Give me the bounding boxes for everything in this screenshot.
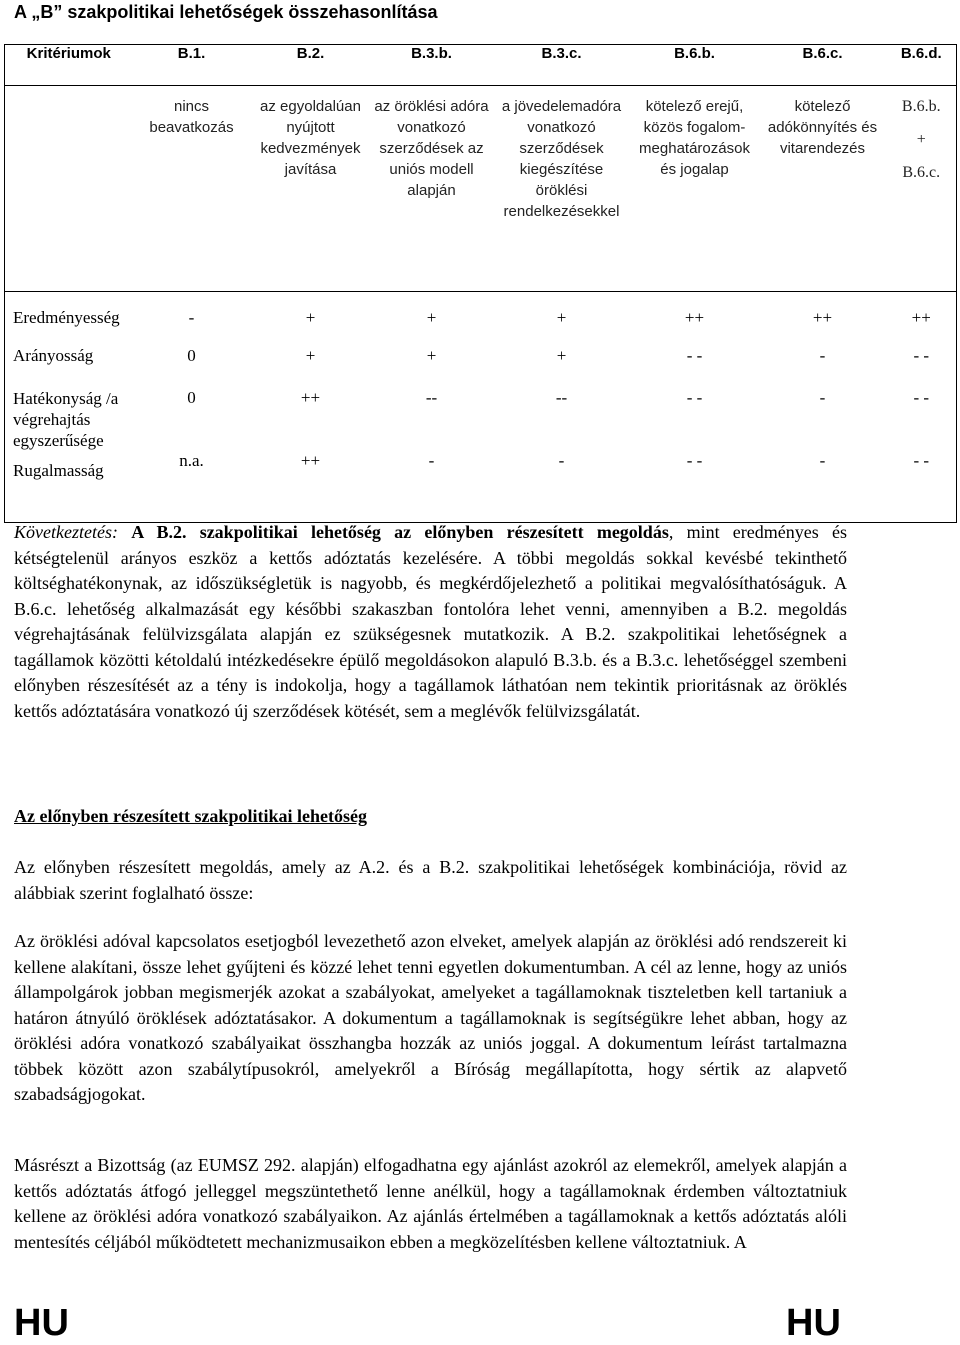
table-cell: - - xyxy=(913,450,930,470)
table-cell: ++ xyxy=(911,308,931,327)
row-label: Hatékonyság /a végrehajtás egyszerűsége xyxy=(13,388,119,450)
comparison-table xyxy=(4,44,957,523)
footer-language-code-right: HU xyxy=(786,1302,841,1344)
description-cell: a jövedelemadóra vonatkozó szerződések kiegészítése öröklési rendelkezésekkel xyxy=(501,98,622,220)
row-label: Arányosság xyxy=(13,345,94,365)
header-cell: B.6.b. xyxy=(674,45,715,62)
table-body xyxy=(5,292,957,523)
table-cell: - xyxy=(819,345,826,365)
table-cell: - xyxy=(188,308,195,327)
table-cell: ++ xyxy=(812,308,833,327)
table-cell: + xyxy=(305,345,316,365)
table-row xyxy=(5,334,957,376)
conclusion-paragraph xyxy=(14,520,847,724)
header-cell: B.6.c. xyxy=(802,45,843,62)
header-cell: B.3.c. xyxy=(541,45,582,62)
row-label: Rugalmasság xyxy=(13,460,104,480)
description-cell: nincs beavatkozás xyxy=(149,98,234,136)
table-cell: ++ xyxy=(684,308,705,327)
table-cell: - - xyxy=(686,345,703,365)
footer-language-code-left: HU xyxy=(14,1302,69,1344)
table-description-row xyxy=(5,86,957,292)
table-cell: 0 xyxy=(187,345,196,365)
table-row xyxy=(5,451,957,523)
table-cell: -- xyxy=(425,387,438,407)
table-row xyxy=(5,376,957,451)
table-cell: 0 xyxy=(187,387,196,407)
paragraph: Az előnyben részesített megoldás, amely az A.2. és a B.2. szakpolitikai lehetőségek kombinációja, rövid az alábbiak szerint foglalható össze: xyxy=(14,857,847,903)
description-cell xyxy=(5,86,133,292)
header-cell: B.3.b. xyxy=(411,45,452,62)
header-cell: Kritériumok xyxy=(26,45,111,62)
paragraph: Az öröklési adóval kapcsolatos esetjogból levezethető azon elveket, amelyek alapján az öröklési adó rendszereit ki kellene alakítani, össze lehet gyűjteni és közzé lehet tenni egyetlen dokumentumban. A cél az lenne, hogy az uniós állampolgárok jobban megismerjék azokat a szabályokat, amelyeket a tagállamoknak tiszteletben kell tartaniuk a határon átnyúló öröklések adóztatásakor. A dokumentum a tagállamoknak is segítségükre lehet abban, hogy az öröklési adóra vonatkozó szabályaikat összhangba hozzák az uniós joggal. A dokumentum leírást tartalmazna többek között azon szabálytípusokról, amelyekről a Bíróság megállapította, hogy sértik az alapvető szabadságjogokat. xyxy=(14,931,847,1104)
description-cell: kötelező adókönnyítés és vitarendezés xyxy=(767,98,878,157)
page-title: A „B” szakpolitikai lehetőségek összehasonlítása xyxy=(14,2,438,22)
description-cell: B.6.b. + B.6.c. xyxy=(901,98,941,181)
conclusion-label: Következtetés: xyxy=(14,522,118,542)
table-cell: - - xyxy=(686,387,703,407)
table-row xyxy=(5,292,957,334)
table-cell: - xyxy=(819,450,826,470)
table-cell: - xyxy=(428,450,435,470)
table-cell: + xyxy=(556,308,567,327)
description-cell: kötelező erejű, közös fogalom-meghatározások és jogalap xyxy=(639,98,750,178)
table-cell: - - xyxy=(686,450,703,470)
row-label: Eredményesség xyxy=(13,308,120,327)
table-cell: + xyxy=(426,308,437,327)
table-cell: ++ xyxy=(300,450,321,470)
section-heading: Az előnyben részesített szakpolitikai lehetőség xyxy=(14,806,367,826)
paragraph: Másrészt a Bizottság (az EUMSZ 292. alapján) elfogadhatna egy ajánlást azokról az elemekről, amelyek alapján a kettős adóztatás átfogó jelleggel megszüntethető lenne anélkül, hogy a tagállamoknak érdemben változtatniuk kellene az öröklési adóra vonatkozó szabályaikon. Az ajánlás értelmében a tagállamoknak a kettős adóztatás alóli mentesítés céljából működtetett mechanizmusaikon ebben a megközelítésben kellene változtatniuk. A xyxy=(14,1155,847,1252)
table-cell: - - xyxy=(913,345,930,365)
table-cell: + xyxy=(305,308,316,327)
description-cell: az öröklési adóra vonatkozó szerződések az uniós modell alapján xyxy=(374,98,489,199)
table-cell: + xyxy=(426,345,437,365)
header-cell: B.1. xyxy=(177,45,206,62)
table-cell: ++ xyxy=(300,387,321,407)
table-cell: - xyxy=(819,387,826,407)
table-cell: n.a. xyxy=(179,450,204,470)
table-cell: -- xyxy=(555,387,568,407)
header-cell: B.6.d. xyxy=(900,45,942,62)
table-cell: - - xyxy=(913,387,930,407)
description-cell: az egyoldalúan nyújtott kedvezmények javítása xyxy=(260,98,361,178)
table-cell: + xyxy=(556,345,567,365)
conclusion-highlight: A B.2. szakpolitikai lehetőség az előnyben részesített megoldás xyxy=(131,522,669,542)
header-cell: B.2. xyxy=(296,45,325,62)
table-cell: - xyxy=(558,450,565,470)
table-header-row xyxy=(5,45,957,86)
conclusion-text: , mint eredményes és kétségtelenül arányos eszköz a kettős adóztatás kezelésére. A többi megoldás sokkal kevésbé tekinthető költséghatékonynak, az időszükségletük is nagyobb, és megkérdőjelezhető a politikai megvalósíthatóságuk. A B.6.c. lehetőség alkalmazását egy későbbi szakaszban fontolóra lehet venni, amennyiben a B.2. megoldás végrehajtásának felülvizsgálata alapján ez szükségesnek mutatkozik. A B.2. szakpolitikai lehetőségnek a tagállamok közötti kétoldalú intézkedésekre épülő megoldásokon alapuló B.3.b. és a B.3.c. lehetőséggel szembeni előnyben részesítését az a tény is indokolja, hogy a tagállamok láthatóan nem tekintik prioritásnak az öröklés kettős adóztatására vonatkozó új szerződések kötését, sem a meglévők felülvizsgálatát. xyxy=(14,522,847,721)
